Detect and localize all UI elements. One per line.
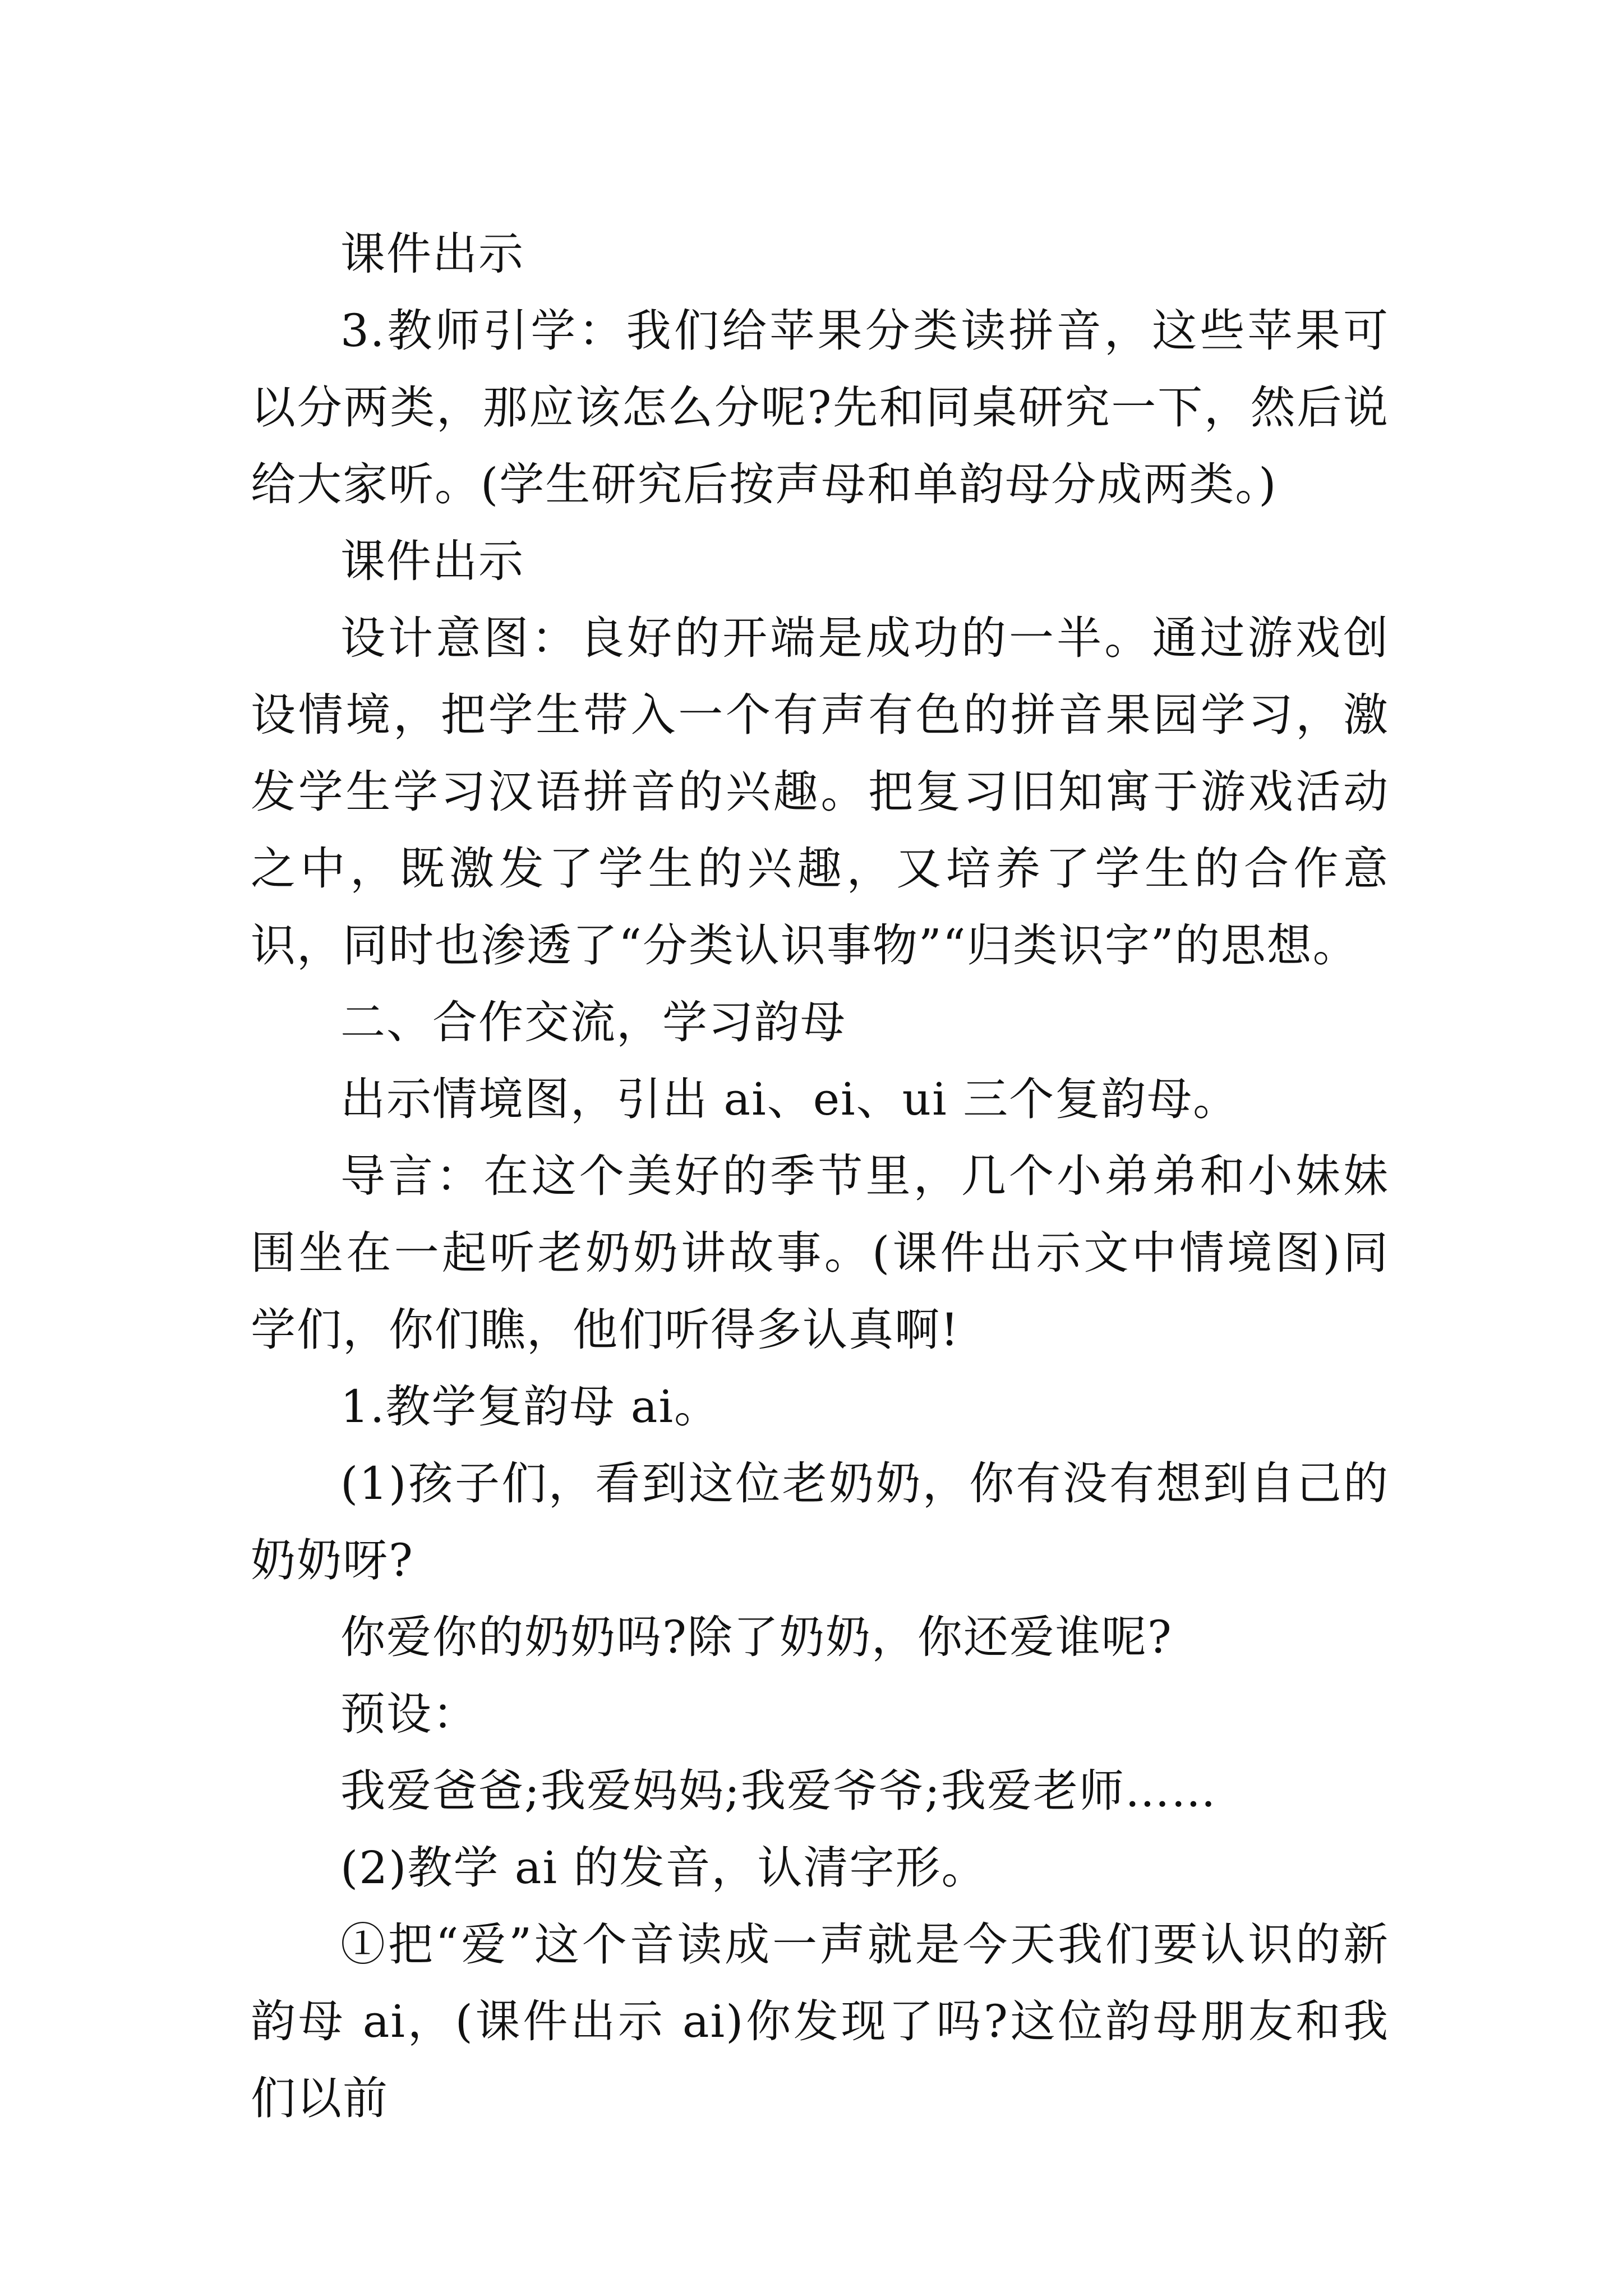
paragraph-teach-pronunciation: (2)教学 ai 的发音，认清字形。	[340, 1842, 988, 1894]
paragraph-teacher-guide: 3.教师引学：我们给苹果分类读拼音，这些苹果可以分两类，那应该怎么分呢?先和同桌研究一下，然后说给大家听。(学生研究后按声母和单韵母分成两类。)	[251, 305, 1389, 510]
paragraph-courseware-show-2: 课件出示	[340, 535, 524, 587]
document-page	[251, 215, 1389, 2137]
paragraph-first-tone: ①把“爱”这个音读成一声就是今天我们要认识的新韵母 ai，(课件出示 ai)你发现了吗?这位韵母朋友和我们以前	[251, 1918, 1389, 2124]
paragraph-question-grandma: (1)孩子们，看到这位老奶奶，你有没有想到自己的奶奶呀?	[251, 1457, 1389, 1586]
section-heading-cooperation: 二、合作交流，学习韵母	[340, 996, 846, 1048]
paragraph-do-you-love: 你爱你的奶奶吗?除了奶奶，你还爱谁呢?	[340, 1611, 1173, 1663]
paragraph-preset-answers: 我爱爸爸;我爱妈妈;我爱爷爷;我爱老师……	[340, 1765, 1217, 1817]
paragraph-courseware-show-1: 课件出示	[340, 228, 524, 280]
paragraph-show-scene: 出示情境图，引出 ai、ei、ui 三个复韵母。	[340, 1073, 1239, 1125]
paragraph-teach-ai: 1.教学复韵母 ai。	[340, 1381, 721, 1433]
paragraph-preset-label: 预设：	[340, 1688, 478, 1740]
paragraph-design-intent: 设计意图：良好的开端是成功的一半。通过游戏创设情境，把学生带入一个有声有色的拼音果园学习，激发学生学习汉语拼音的兴趣。把复习旧知寓于游戏活动之中，既激发了学生的兴趣，又培养了学生的合作意识，同时也渗透了“分类认识事物”“归类识字”的思想。	[251, 612, 1389, 972]
paragraph-introduction: 导言：在这个美好的季节里，几个小弟弟和小妹妹围坐在一起听老奶奶讲故事。(课件出示文中情境图)同学们，你们瞧，他们听得多认真啊!	[251, 1150, 1389, 1356]
